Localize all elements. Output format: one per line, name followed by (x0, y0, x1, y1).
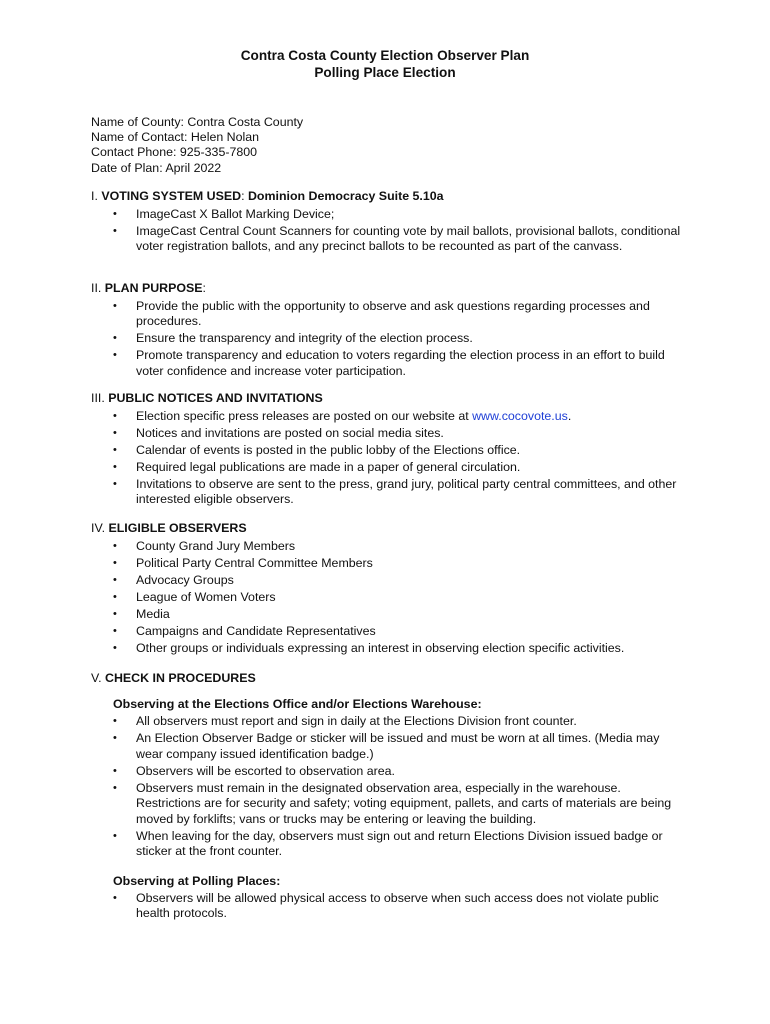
bullet-icon: • (113, 460, 117, 473)
bullet-icon: • (113, 443, 117, 456)
section-title: ELIGIBLE OBSERVERS (108, 521, 247, 535)
county-name: Name of County: Contra Costa County (91, 115, 304, 129)
bullet-list (91, 539, 691, 657)
bullet-list (91, 207, 691, 255)
list-item: • Campaigns and Candidate Representatives (113, 623, 376, 638)
subsection-heading: Observing at Polling Places: (113, 873, 281, 888)
section-title: CHECK IN PROCEDURES (105, 671, 256, 685)
list-item: • Observers must remain in the designated observation area, especially in the warehouse. Restrictions are for security and safety; voting equipment, pallets, and carts of materials are being moved by forklifts; vans or trucks may be entering or leaving the building. (113, 780, 672, 826)
section-heading: II. PLAN PURPOSE: (91, 281, 206, 295)
list-item: • Other groups or individuals expressing an interest in observing election specific activities. (113, 640, 625, 655)
bullet-icon: • (113, 781, 117, 794)
section-title: VOTING SYSTEM USED (101, 189, 242, 203)
section-plan-purpose (91, 281, 691, 379)
list-item: • Invitations to observe are sent to the press, grand jury, political party central committees, and other interested eligible observers. (113, 476, 677, 506)
bullet-icon: • (113, 224, 117, 237)
section-eligible-observers (91, 521, 691, 656)
contact-phone: Contact Phone: 925-335-7800 (91, 145, 258, 160)
list-item: • Promote transparency and education to voters regarding the election process in an effort to build voter confidence and increase voter participation. (113, 348, 665, 378)
list-item: • Observers will be escorted to observation area. (113, 763, 395, 778)
list-item: • Required legal publications are made in a paper of general circulation. (113, 459, 521, 474)
title-line-2: Polling Place Election (314, 65, 456, 80)
list-item: • Election specific press releases are posted on our website at www.cocovote.us. (113, 408, 572, 423)
bullet-icon: • (113, 607, 117, 620)
bullet-icon: • (113, 299, 117, 312)
list-item: • ImageCast Central Count Scanners for counting vote by mail ballots, provisional ballots, conditional voter registration ballots, and any precinct ballots to be recounted as part of the canvass. (113, 223, 681, 253)
bullet-list (91, 891, 691, 922)
list-item: • Notices and invitations are posted on social media sites. (113, 425, 444, 440)
bullet-icon: • (113, 829, 117, 842)
contact-name: Name of Contact: Helen Nolan (91, 130, 260, 145)
bullet-icon: • (113, 556, 117, 569)
plan-info-block (91, 115, 303, 176)
document-title (0, 47, 770, 81)
list-item: • Political Party Central Committee Members (113, 555, 373, 570)
list-item: • Advocacy Groups (113, 572, 234, 587)
bullet-icon: • (113, 732, 117, 744)
list-item: • Provide the public with the opportunity to observe and ask questions regarding processes and procedures. (113, 298, 650, 328)
list-item: • When leaving for the day, observers must sign out and return Elections Division issued badge or sticker at the front counter. (113, 828, 663, 858)
bullet-icon: • (113, 477, 117, 490)
list-item: • An Election Observer Badge or sticker will be issued and must be worn at all times. (Media may wear company issued identification badge.) (113, 731, 660, 761)
bullet-icon: • (113, 715, 117, 727)
list-item: • Ensure the transparency and integrity of the election process. (113, 331, 473, 345)
section-heading: V. CHECK IN PROCEDURES (91, 671, 256, 685)
list-item: • ImageCast X Ballot Marking Device; (113, 206, 335, 221)
list-item: • Media (113, 606, 170, 621)
bullet-icon: • (113, 764, 117, 777)
title-line-1: Contra Costa County Election Observer Plan (240, 48, 530, 63)
bullet-icon: • (113, 624, 117, 637)
bullet-icon: • (113, 590, 117, 603)
bullet-icon: • (113, 891, 117, 904)
list-item: • Observers will be allowed physical access to observe when such access does not violate public health protocols. (113, 890, 659, 920)
voting-system-name: Dominion Democracy Suite 5.10a (247, 189, 444, 203)
bullet-icon: • (113, 573, 117, 586)
section-title: PUBLIC NOTICES AND INVITATIONS (108, 391, 323, 405)
list-item: • All observers must report and sign in daily at the Elections Division front counter. (113, 714, 577, 728)
list-item: • County Grand Jury Members (113, 538, 296, 553)
plan-date: Date of Plan: April 2022 (91, 160, 222, 175)
section-heading: IV. ELIGIBLE OBSERVERS (91, 521, 247, 535)
bullet-icon: • (113, 539, 117, 552)
section-heading: III. PUBLIC NOTICES AND INVITATIONS (91, 391, 323, 405)
section-title: PLAN PURPOSE (104, 281, 203, 295)
section-check-in-procedures (91, 671, 691, 922)
list-item: • League of Women Voters (113, 589, 276, 604)
website-link[interactable]: www.cocovote.us (472, 408, 568, 423)
bullet-icon: • (113, 641, 117, 654)
bullet-icon: • (113, 409, 117, 422)
bullet-list (91, 714, 691, 860)
bullet-list (91, 299, 691, 380)
bullet-icon: • (113, 349, 117, 361)
bullet-icon: • (113, 207, 117, 220)
section-heading: I. VOTING SYSTEM USED: Dominion Democracy Suite 5.10a (91, 189, 444, 203)
bullet-icon: • (113, 332, 117, 344)
list-item: • Calendar of events is posted in the public lobby of the Elections office. (113, 442, 521, 457)
bullet-list (91, 409, 691, 508)
section-public-notices (91, 391, 691, 508)
bullet-icon: • (113, 426, 117, 439)
subsection-heading: Observing at the Elections Office and/or Elections Warehouse: (113, 697, 482, 711)
section-voting-system (91, 189, 691, 255)
